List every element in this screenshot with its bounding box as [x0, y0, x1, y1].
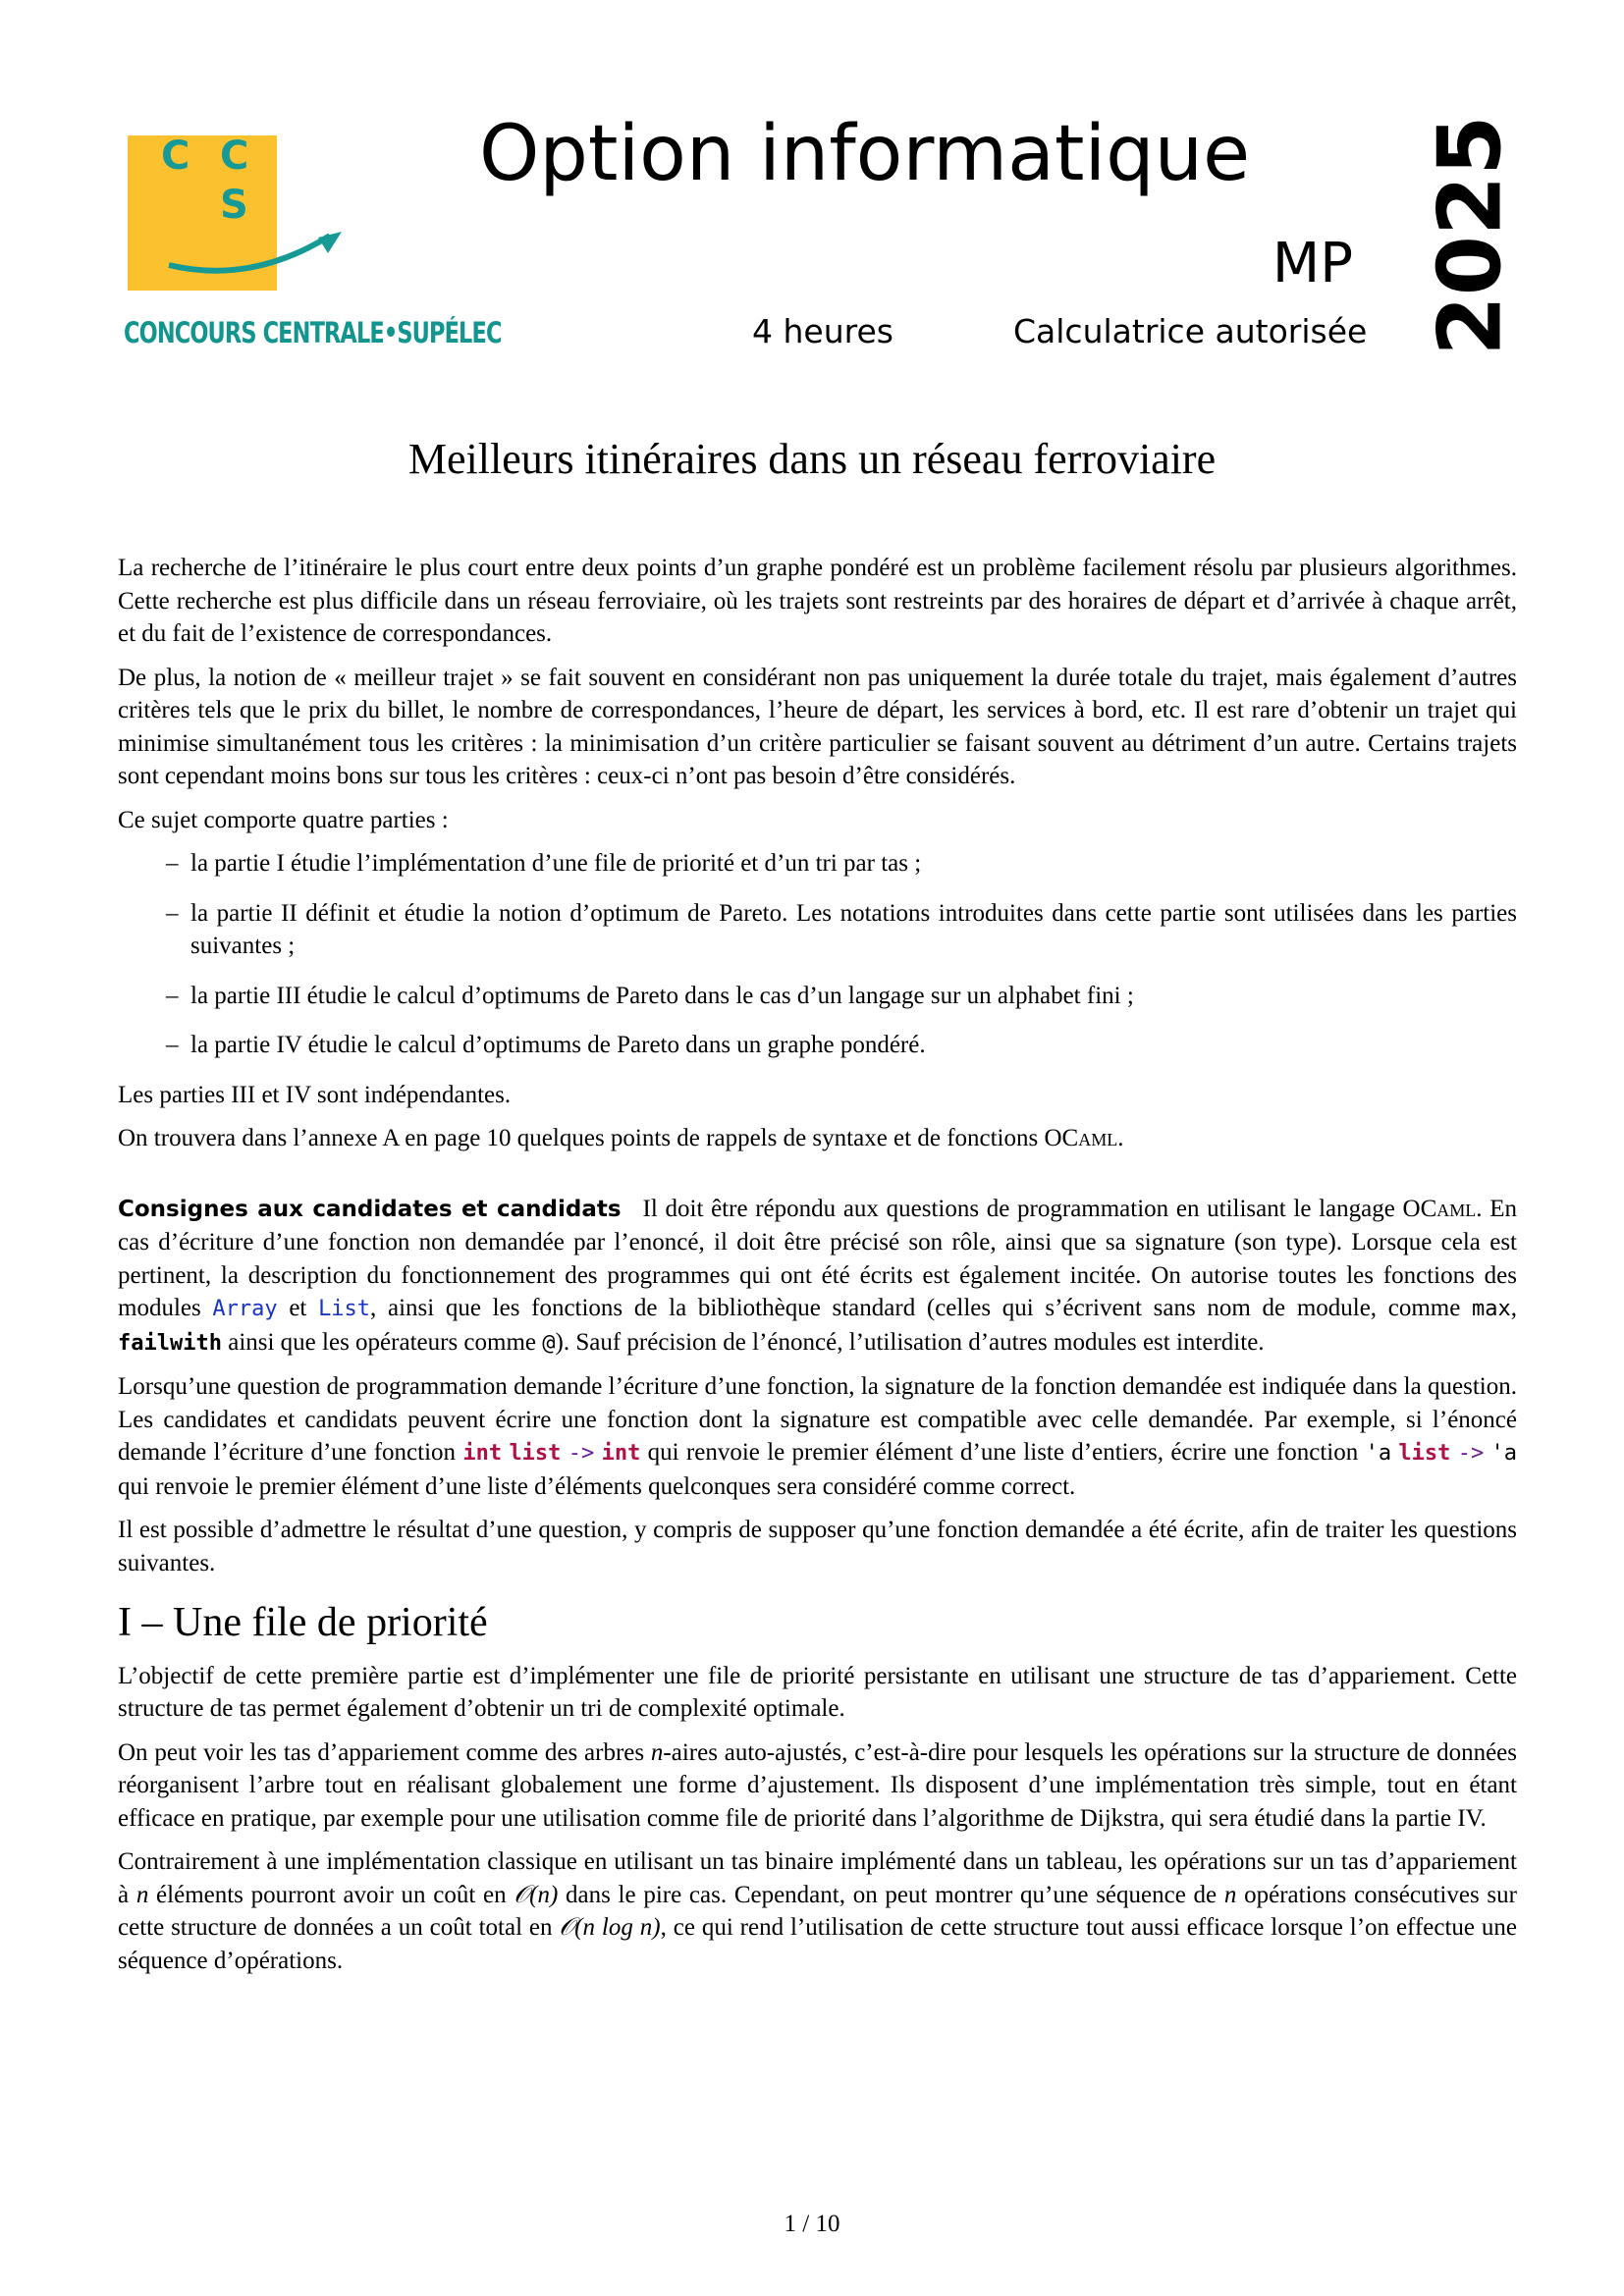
logo-letter-c2: C: [220, 133, 249, 179]
text-run: dans le pire cas. Cependant, on peut montrer qu’une séquence de: [558, 1881, 1224, 1908]
instructions-paragraph-1: [118, 1193, 1517, 1361]
code-array-module: Array: [212, 1297, 278, 1321]
code-list-module: List: [318, 1297, 371, 1321]
page-number: 1 / 10: [784, 2211, 840, 2237]
text-run: On peut voir les tas d’appariement comme des arbres: [118, 1738, 651, 1766]
exam-track: MP: [1272, 232, 1353, 295]
code-at-operator: @: [542, 1330, 556, 1356]
exam-subject-title: Option informatique: [479, 110, 1251, 198]
text-run: et: [277, 1295, 319, 1321]
code-max: max: [1472, 1297, 1511, 1321]
parts-list: [118, 847, 1517, 1062]
calculator-notice: Calculatrice autorisée: [1013, 312, 1368, 350]
text-run: On trouvera dans l’annexe A en page 10 quelques points de rappels de syntaxe et de fonctions: [118, 1125, 1045, 1151]
math-big-o-n: 𝒪(n): [514, 1881, 559, 1908]
intro-paragraph-1: La recherche de l’itinéraire le plus court entre deux points d’un graphe pondéré est un problème facilement résolu par plusieurs algorithmes. Cette recherche est plus difficile dans un réseau ferroviaire, où les trajets sont restreints par des horaires de départ et d’arrivée à chaque arrêt, et du fait de l’existence de correspondances.: [118, 555, 1517, 647]
text-run: opérations consécutives sur cette structure de données a un coût total en: [118, 1881, 1517, 1941]
code-arrow: ->: [1457, 1441, 1485, 1466]
intro-paragraph-2: De plus, la notion de « meilleur trajet » se fait souvent en considérant non pas uniquement la durée totale du trajet, mais également d’autres critères tels que le prix du billet, le nombre de correspondances, l’heure de départ, les services à bord, etc. Il est rare d’obtenir un trajet qui minimise simultanément tous les critères : la minimisation d’un critère particulier se faisant souvent au détriment d’un autre. Certains trajets sont cependant moins bons sur tous les critères : ceux-ci n’ont pas besoin d’être considérés.: [118, 664, 1517, 789]
code-int: int: [462, 1441, 503, 1466]
code-type-var: 'a: [1490, 1441, 1518, 1466]
text-run: Lorsqu’une question de programmation demande l’écriture d’une fonction, la signature de la fonction demandée est indiquée dans la question. Les candidates et candidats peuvent écrire une fonction dont la signature est compatible avec celle demandée. Par exemple, si l’énoncé demande l’écriture d’une fonction: [118, 1373, 1517, 1466]
parts-list-item: – la partie I étudie l’implémentation d’une file de priorité et d’un tri par tas ;: [118, 847, 1517, 881]
text-run: -aires auto-ajustés, c’est-à-dire pour lesquels les opérations sur la structure de données réorganisent l’arbre tout en réalisant globalement une forme d’ajustement. Ils disposent d’une implémentation très simple, tout en étant efficace en pratique, par exemple pour une utilisation comme file de priorité dans l’algorithme de Dijkstra, qui sera étudié dans la partie IV.: [118, 1738, 1517, 1832]
text-run: , ce qui rend l’utilisation de cette structure tout aussi efficace lorsque l’on effectue une séquence d’opérations.: [118, 1914, 1517, 1974]
concours-logo: [124, 133, 502, 361]
section1-paragraph-1: L’objectif de cette première partie est d’implémenter une file de priorité persistante en utilisant une structure de tas d’appariement. Cette structure de tas permet également d’obtenir un tri de complexité optimale.: [118, 1662, 1517, 1722]
math-n: n: [135, 1881, 149, 1908]
parts-list-item: – la partie III étudie le calcul d’optimums de Pareto dans le cas d’un langage sur un alphabet fini ;: [118, 980, 1517, 1013]
text-run: ). Sauf précision de l’énoncé, l’utilisation d’autres modules est interdite.: [555, 1328, 1265, 1356]
intro-paragraph-5: [118, 1122, 1517, 1155]
logo-letter-c1: C: [161, 133, 190, 179]
document-body: [118, 552, 1517, 1988]
text-run: , ainsi que les fonctions de la bibliothèque standard (celles qui s’écrivent sans nom de module, comme: [370, 1295, 1473, 1321]
text-run: .: [1117, 1125, 1124, 1151]
intro-paragraph-3: Ce sujet comporte quatre parties :: [118, 806, 449, 833]
text-run: . En cas d’écriture d’une fonction non demandée par l’enoncé, il doit être précisé son rôle, ainsi que sa signature (son type). Lorsque cela est pertinent, la description du fonctionnement des programmes qui ont été écrits est également incitée. On autorise toutes les fonctions des modules: [118, 1195, 1517, 1321]
text-run: Contrairement à une implémentation classique en utilisant un tas binaire implémenté dans un tableau, les opérations sur un tas d’appariement à: [118, 1848, 1517, 1908]
parts-list-item: – la partie IV étudie le calcul d’optimums de Pareto dans un graphe pondéré.: [118, 1029, 1517, 1062]
text-run: ,: [1510, 1295, 1518, 1321]
ocaml-name: OCaml: [1402, 1195, 1477, 1222]
instructions-heading: Consignes aux candidates et candidats: [118, 1196, 622, 1222]
section1-paragraph-2: [118, 1736, 1517, 1836]
math-big-o-nlogn: 𝒪(n log n): [559, 1914, 661, 1941]
parts-list-item: – la partie II définit et étudie la notion d’optimum de Pareto. Les notations introduites dans cette partie sont utilisées dans les parties suivantes ;: [118, 897, 1517, 963]
math-n: n: [650, 1738, 664, 1766]
code-type-var: 'a: [1365, 1441, 1392, 1466]
document-title: Meilleurs itinéraires dans un réseau ferroviaire: [407, 435, 1217, 483]
intro-paragraph-4: Les parties III et IV sont indépendantes.: [118, 1081, 512, 1108]
code-list: list: [509, 1441, 562, 1466]
exam-duration: 4 heures: [752, 312, 893, 350]
section1-paragraph-3: [118, 1845, 1517, 1977]
ocaml-name: OCaml: [1044, 1125, 1118, 1151]
text-run: Il doit être répondu aux questions de programmation en utilisant le langage: [642, 1195, 1403, 1222]
code-int: int: [601, 1441, 641, 1466]
logo-letter-s: S: [220, 183, 248, 228]
code-failwith: failwith: [118, 1330, 222, 1356]
instructions-paragraph-2: [118, 1370, 1517, 1503]
logo-text: CONCOURS CENTRALE•SUPÉLEC: [124, 316, 502, 349]
exam-year: [1419, 115, 1521, 356]
instructions-paragraph-3: Il est possible d’admettre le résultat d’une question, y compris de supposer qu’une fonction demandée a été écrite, afin de traiter les questions suivantes.: [118, 1517, 1517, 1576]
text-run: ainsi que les opérateurs comme: [221, 1328, 543, 1356]
text-run: qui renvoie le premier élément d’une liste d’entiers, écrire une fonction: [640, 1439, 1366, 1466]
code-arrow: ->: [568, 1441, 595, 1466]
math-n: n: [1223, 1881, 1237, 1908]
exam-year-text: 2025: [1419, 115, 1521, 356]
code-list: list: [1398, 1441, 1451, 1466]
text-run: éléments pourront avoir un coût en: [148, 1881, 514, 1908]
logo-smile-arrow-icon: [163, 204, 359, 312]
text-run: qui renvoie le premier élément d’une liste d’éléments quelconques sera considéré comme correct.: [118, 1472, 1076, 1500]
section-heading: I – Une file de priorité: [118, 1600, 488, 1645]
